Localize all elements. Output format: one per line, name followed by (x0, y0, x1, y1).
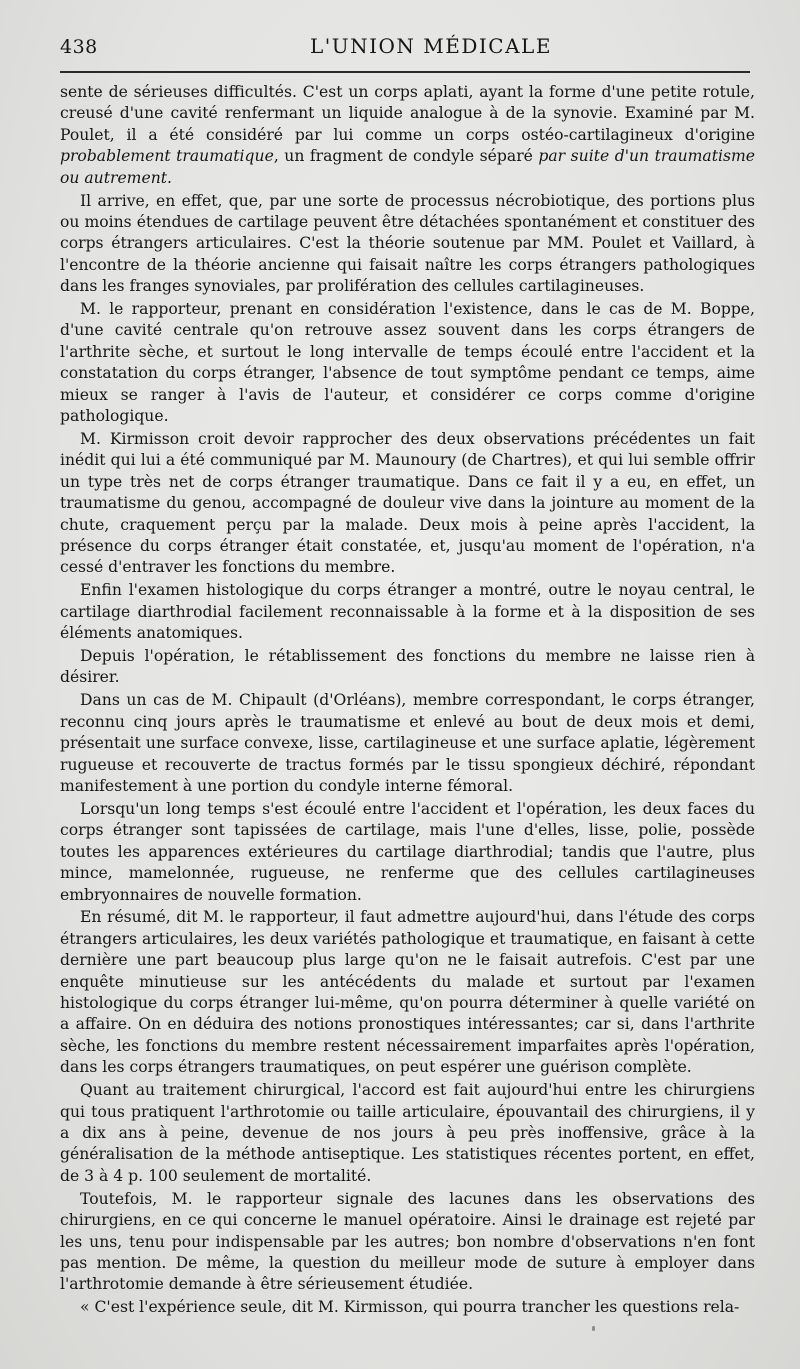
text-run: Toutefois, M. le rapporteur signale des lacunes dans les observations des chirurgiens, en ce qui concerne le manuel opératoire. Ainsi le drainage est rejeté par les uns, tenu pour indispensable par les autres; bon nombre d'observations n'en font pas mention. De même, la question du meilleur mode de suture à employer dans l'arthrotomie demande à être sérieusement étudiée. (60, 1189, 755, 1294)
text-run: , un fragment de condyle séparé (273, 147, 539, 166)
paragraph (60, 580, 755, 644)
text-run: « C'est l'expérience seule, dit M. Kirmisson, qui pourra trancher les questions rela- (80, 1298, 740, 1317)
page-header (60, 34, 750, 64)
paragraph (60, 1080, 755, 1187)
paragraph (60, 799, 755, 906)
paragraph (60, 1189, 755, 1296)
paragraph (60, 1297, 755, 1318)
italic-run: probablement traumatique (60, 147, 274, 166)
paragraph (60, 646, 755, 689)
paragraph (60, 907, 755, 1078)
paragraph (60, 299, 755, 427)
paragraph (60, 191, 755, 298)
ink-speck (592, 1326, 595, 1331)
article-body (60, 82, 755, 1319)
text-run: M. Kirmisson croit devoir rapprocher des deux observations précédentes un fait inédit qui lui a été communiqué par M. Maunoury (de Chartres), et qui lui semble offrir un type très net de corps étranger traumatique. Dans ce fait il y a eu, en effet, un traumatisme du genou, accompagné de douleur vive dans la jointure au moment de la chute, craquement perçu par la malade. Deux mois à peine après l'accident, la présence du corps étranger était constatée, et, jusqu'au moment de l'opération, n'a cessé d'entraver les fonctions du membre. (60, 430, 755, 577)
text-run: Enfin l'examen histologique du corps étranger a montré, outre le noyau central, le cartilage diarthrodial facilement reconnaissable à la forme et à la disposition de ses éléments anatomiques. (60, 581, 755, 643)
text-run: En résumé, dit M. le rapporteur, il faut admettre aujourd'hui, dans l'étude des corps étrangers articulaires, les deux variétés pathologique et traumatique, en faisant à cette dernière une part beaucoup plus large qu'on ne le faisait autrefois. C'est par une enquête minutieuse sur les antécédents du malade et surtout par l'examen histologique du corps étranger lui-même, qu'on pourra déterminer à quelle variété on a affaire. On en déduira des notions pronostiques intéressantes; car si, dans l'arthrite sèche, les fonctions du membre restent nécessairement imparfaites après l'opération, dans les corps étrangers traumatiques, on peut espérer une guérison complète. (60, 908, 755, 1077)
paragraph (60, 82, 755, 189)
text-run: Il arrive, en effet, que, par une sorte de processus nécrobiotique, des portions plus ou moins étendues de cartilage peuvent être détachées spontanément et constituer des corps étrangers articulaires. C'est la théorie soutenue par MM. Poulet et Vaillard, à l'encontre de la théorie ancienne qui faisait naître les corps étrangers pathologiques dans les franges synoviales, par prolifération des cellules cartilagineuses. (60, 191, 755, 296)
text-run: Depuis l'opération, le rétablissement des fonctions du membre ne laisse rien à désirer. (60, 647, 755, 687)
text-run: Dans un cas de M. Chipault (d'Orléans), membre correspondant, le corps étranger, reconnu cinq jours après le traumatisme et enlevé au bout de deux mois et demi, présentait une surface convexe, lisse, cartilagineuse et une surface aplatie, légèrement rugueuse et recouverte de tractus formés par le tissu spongieux déchiré, répondant manifestement à une portion du condyle interne fémoral. (60, 691, 755, 795)
italic-run: par suite d'un traumatisme ou autrement. (60, 147, 756, 187)
text-run: M. le rapporteur, prenant en considération l'existence, dans le cas de M. Boppe, d'une cavité centrale qu'on retrouve assez souvent dans les corps étrangers de l'arthrite sèche, et surtout le long intervalle de temps écoulé entre l'accident et la constatation du corps étranger, l'absence de tout symptôme pendant ce temps, aime mieux se ranger à l'avis de l'auteur, et considérer ce corps comme d'origine pathologique. (60, 300, 755, 426)
text-run: sente de sérieuses difficultés. C'est un corps aplati, ayant la forme d'une petite rotule, creusé d'une cavité renfermant un liquide analogue à de la synovie. Examiné par M. Poulet, il a été considéré par lui comme un corps ostéo-cartilagineux d'origine (60, 83, 755, 144)
running-title: L'UNION MÉDICALE (310, 34, 552, 58)
text-run: Lorsqu'un long temps s'est écoulé entre l'accident et l'opération, les deux faces du corps étranger sont tapissées de cartilage, mais l'une d'elles, lisse, polie, possède toutes les apparences extérieures du cartilage diarthrodial; tandis que l'autre, plus mince, mamelonnée, rugueuse, ne renferme que des cellules cartilagineuses embryonnaires de nouvelle formation. (60, 799, 755, 904)
header-rule (60, 71, 750, 73)
paragraph (60, 690, 755, 797)
text-run: Quant au traitement chirurgical, l'accord est fait aujourd'hui entre les chirurgiens qui tous pratiquent l'arthrotomie ou taille articulaire, épouvantail des chirurgiens, il y a dix ans à peine, devenue de nos jours à peu près inoffensive, grâce à la généralisation de la méthode antiseptique. Les statistiques récentes portent, en effet, de 3 à 4 p. 100 seulement de mortalité. (60, 1081, 755, 1185)
page-number: 438 (60, 36, 98, 58)
paragraph (60, 429, 755, 579)
